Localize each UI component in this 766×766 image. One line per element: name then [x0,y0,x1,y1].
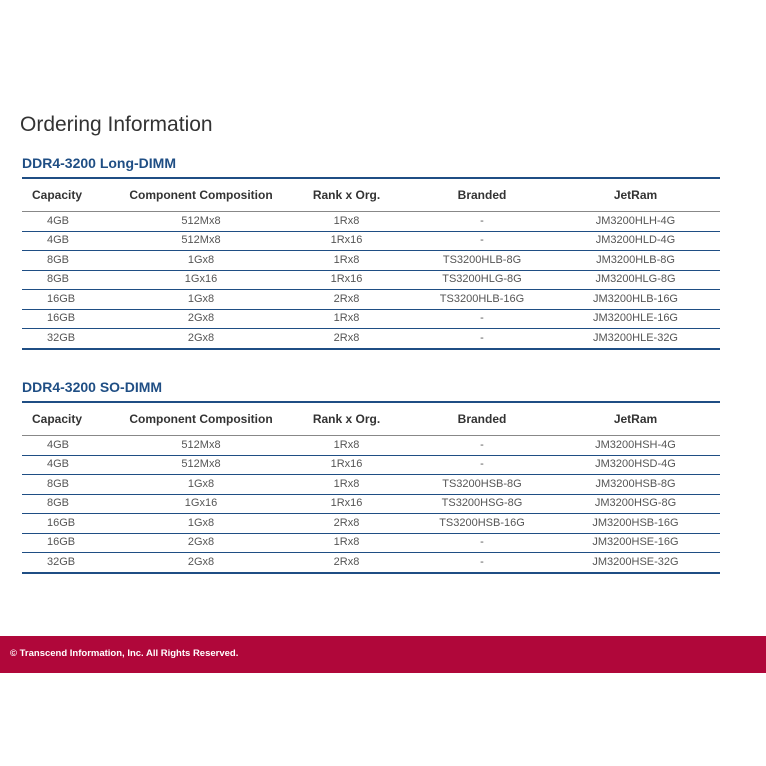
rank-cell: 1Rx16 [330,497,363,510]
component-cell: 2Gx8 [187,555,215,568]
component-cell: 512Mx8 [181,458,221,471]
long-dimm-table [22,177,720,350]
table-row [22,251,720,271]
component-cell: 512Mx8 [181,438,221,451]
capacity-cell: 4GB [47,234,70,247]
table-row [22,553,720,573]
table-header-row [22,178,720,212]
table-row [22,270,720,290]
rank-cell: 1Rx16 [330,273,363,286]
component-cell: 2Gx8 [187,536,215,549]
branded-cell: - [480,234,484,247]
branded-cell: TS3200HSB-8G [442,477,522,490]
capacity-cell: 32GB [47,555,76,568]
jetram-cell: JM3200HSB-16G [592,516,679,529]
capacity-cell: 4GB [47,214,70,227]
table-row [22,329,720,349]
capacity-cell: 16GB [47,292,76,305]
jetram-cell: JM3200HSG-8G [594,497,677,510]
component-cell: 1Gx16 [184,497,218,510]
jetram-cell: JM3200HLH-4G [595,214,676,227]
component-cell: 1Gx8 [187,292,215,305]
branded-cell: - [480,312,484,325]
rank-cell: 2Rx8 [333,331,360,344]
rank-cell: 1Rx8 [333,312,360,325]
component-cell: 1Gx8 [187,516,215,529]
jetram-cell: JM3200HLB-8G [596,253,675,266]
table-row [22,514,720,534]
column-header-jetram: JetRam [613,412,658,426]
capacity-cell: 4GB [47,438,70,451]
table-row [22,436,720,456]
component-cell: 2Gx8 [187,312,215,325]
column-header-jetram: JetRam [613,188,658,202]
rank-cell: 2Rx8 [333,555,360,568]
component-cell: 2Gx8 [187,331,215,344]
capacity-cell: 4GB [47,458,70,471]
copyright-text: © Transcend Information, Inc. All Rights Reserved. [10,648,239,659]
jetram-cell: JM3200HSH-4G [595,438,676,451]
column-header-rank: Rank x Org. [312,412,381,426]
jetram-cell: JM3200HLG-8G [595,273,676,286]
branded-cell: TS3200HSG-8G [441,497,523,510]
capacity-cell: 16GB [47,536,76,549]
capacity-cell: 16GB [47,516,76,529]
footer-bar [0,636,766,673]
jetram-cell: JM3200HSE-32G [592,555,679,568]
jetram-cell: JM3200HLE-16G [593,312,678,325]
long-dimm-section-title: DDR4-3200 Long-DIMM [22,155,177,171]
jetram-cell: JM3200HLB-16G [593,292,678,305]
table-row [22,212,720,232]
rank-cell: 1Rx8 [333,477,360,490]
column-header-capacity: Capacity [32,188,83,202]
so-dimm-section-title: DDR4-3200 SO-DIMM [22,379,163,395]
branded-cell: TS3200HLB-16G [439,292,525,305]
table-row [22,494,720,514]
branded-cell: TS3200HLB-8G [442,253,522,266]
column-header-component: Component Composition [129,412,273,426]
branded-cell: TS3200HSB-16G [439,516,525,529]
capacity-cell: 8GB [47,253,70,266]
jetram-cell: JM3200HSE-16G [592,536,679,549]
component-cell: 1Gx8 [187,477,215,490]
branded-cell: - [480,555,484,568]
so-dimm-table [22,401,720,574]
rank-cell: 1Rx8 [333,536,360,549]
branded-cell: - [480,331,484,344]
rank-cell: 1Rx16 [330,234,363,247]
rank-cell: 1Rx8 [333,438,360,451]
table-row [22,290,720,310]
jetram-cell: JM3200HLE-32G [593,331,678,344]
column-header-branded: Branded [457,188,507,202]
branded-cell: - [480,438,484,451]
rank-cell: 1Rx16 [330,458,363,471]
rank-cell: 2Rx8 [333,516,360,529]
column-header-capacity: Capacity [32,412,83,426]
jetram-cell: JM3200HSD-4G [595,458,676,471]
rank-cell: 2Rx8 [333,292,360,305]
jetram-cell: JM3200HLD-4G [595,234,676,247]
capacity-cell: 8GB [47,273,70,286]
column-header-component: Component Composition [129,188,273,202]
branded-cell: TS3200HLG-8G [442,273,522,286]
column-header-rank: Rank x Org. [312,188,381,202]
rank-cell: 1Rx8 [333,253,360,266]
component-cell: 1Gx16 [184,273,218,286]
rank-cell: 1Rx8 [333,214,360,227]
component-cell: 512Mx8 [181,234,221,247]
component-cell: 512Mx8 [181,214,221,227]
branded-cell: - [480,536,484,549]
capacity-cell: 8GB [47,477,70,490]
branded-cell: - [480,214,484,227]
column-header-branded: Branded [457,412,507,426]
table-row [22,475,720,495]
table-row [22,231,720,251]
table-row [22,533,720,553]
table-row [22,309,720,329]
capacity-cell: 32GB [47,331,76,344]
jetram-cell: JM3200HSB-8G [595,477,676,490]
branded-cell: - [480,458,484,471]
page-title: Ordering Information [20,113,213,136]
component-cell: 1Gx8 [187,253,215,266]
capacity-cell: 8GB [47,497,70,510]
table-header-row [22,402,720,436]
table-row [22,455,720,475]
capacity-cell: 16GB [47,312,76,325]
